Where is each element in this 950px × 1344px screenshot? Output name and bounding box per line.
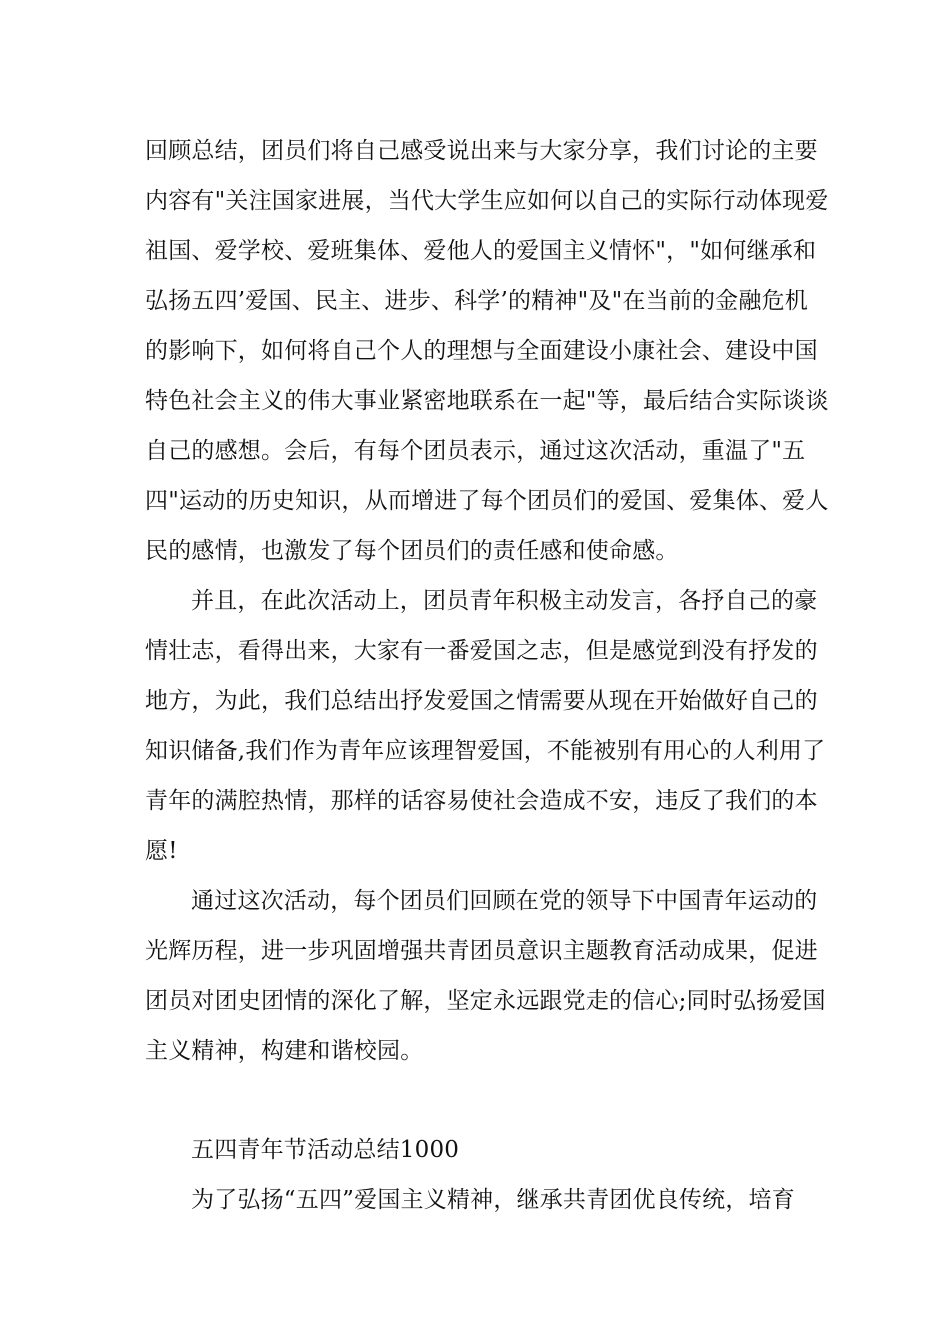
text-line: 愿!: [145, 838, 178, 864]
text-line: 特色社会主义的伟大事业紧密地联系在一起"等，最后结合实际谈谈: [145, 388, 829, 414]
paragraph-1: [145, 126, 829, 576]
text-line: 弘扬五四’爱国、民主、进步、科学’的精神"及"在当前的金融危机: [145, 288, 808, 314]
text-line: 青年的满腔热情，那样的话容易使社会造成不安，违反了我们的本: [145, 788, 818, 814]
text-line: 四"运动的历史知识，从而增进了每个团员们的爱国、爱集体、爱人: [145, 488, 829, 514]
text-line: 祖国、爱学校、爱班集体、爱他人的爱国主义情怀"，"如何继承和: [145, 238, 817, 264]
text-line: 的影响下，如何将自己个人的理想与全面建设小康社会、建设中国: [145, 338, 818, 364]
text-line: 地方，为此，我们总结出抒发爱国之情需要从现在开始做好自己的: [145, 688, 818, 714]
text-line: 光辉历程，进一步巩固增强共青团员意识主题教育活动成果，促进: [145, 938, 818, 964]
paragraph-2: [145, 576, 826, 876]
paragraph-3: [145, 876, 826, 1076]
text-line: 民的感情，也激发了每个团员们的责任感和使命感。: [145, 538, 679, 564]
section-heading: [145, 1125, 810, 1175]
text-line: 内容有"关注国家进展，当代大学生应如何以自己的实际行动体现爱: [145, 188, 829, 214]
text-line: 团员对团史团情的深化了解，坚定永远跟党走的信心;同时弘扬爱国: [145, 988, 826, 1014]
text-line: 回顾总结，团员们将自己感受说出来与大家分享，我们讨论的主要: [145, 138, 818, 164]
text-line: 主义精神，构建和谐校园。: [145, 1038, 424, 1064]
section-heading-text: 五四青年节活动总结1000: [191, 1137, 460, 1163]
document-body: [145, 126, 829, 1225]
text-line: 并且，在此次活动上，团员青年积极主动发言，各抒自己的豪: [191, 588, 818, 614]
text-line: 情壮志，看得出来，大家有一番爱国之志，但是感觉到没有抒发的: [145, 638, 818, 664]
text-line: 知识储备,我们作为青年应该理智爱国，不能被别有用心的人利用了: [145, 738, 826, 764]
text-line: 自己的感想。会后，有每个团员表示，通过这次活动，重温了"五: [145, 438, 806, 464]
text-line: 为了弘扬“五四”爱国主义精神，继承共青团优良传统，培育: [191, 1187, 795, 1213]
paragraph-4: [145, 1175, 810, 1225]
text-line: 通过这次活动，每个团员们回顾在党的领导下中国青年运动的: [191, 888, 818, 914]
